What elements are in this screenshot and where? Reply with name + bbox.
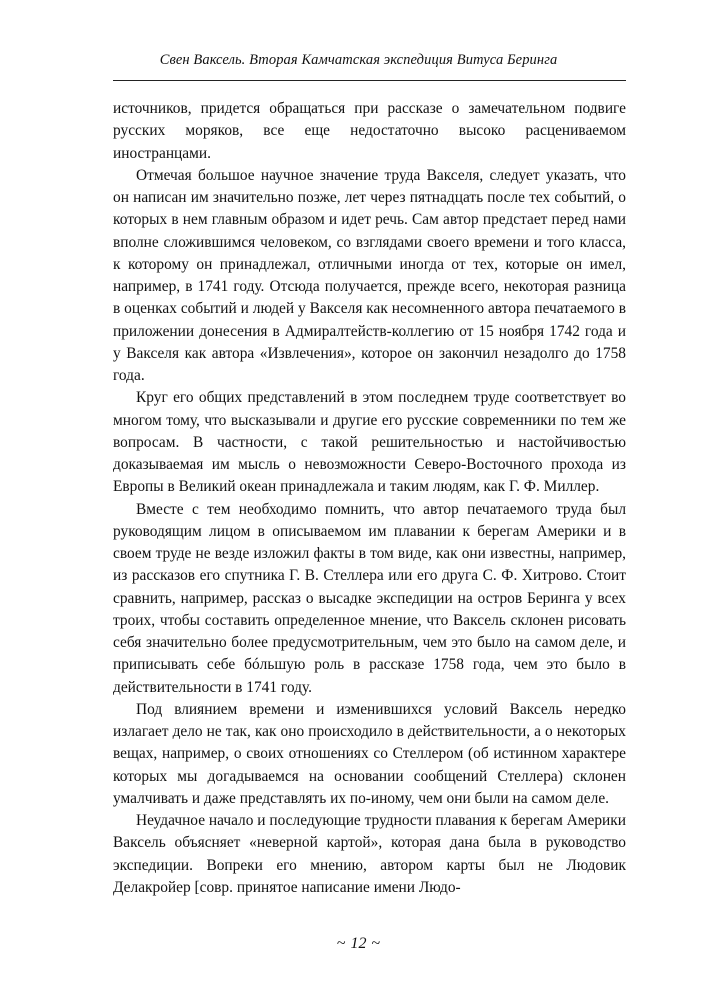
paragraph-3: Круг его общих представлений в этом последнем труде соответствует во многом тому, что высказывали и другие его русские современники по тем же вопросам. В частности, с такой решительностью и настойчивостью доказываемая им мысль о невозможности Северо-Восточного прохода из Европы в Великий океан принадлежала и таким людям, как Г. Ф. Миллер. (113, 389, 626, 496)
paragraph-5: Под влиянием времени и изменившихся условий Ваксель нередко излагает дело не так, как оно происходило в действительности, а о некоторых вещах, например, о своих отношениях со Стеллером (об истинном характере которых мы догадываемся на основании сообщений Стеллера) склонен умалчивать и даже представлять их по-иному, чем они были на самом деле. (113, 700, 626, 807)
paragraph-6: Неудачное начало и последующие трудности плавания к берегам Америки Ваксель объясняет «неверной картой», которая дана была в руководство экспедиции. Вопреки его мнению, автором карты был не Людовик Делакройер [совр. принятое написание имени Людо- (113, 812, 626, 896)
header-divider (113, 80, 626, 81)
running-head: Свен Ваксель. Вторая Камчатская экспедиция Витуса Беринга (159, 52, 558, 68)
paragraph-4: Вместе с тем необходимо помнить, что автор печатаемого труда был руководящим лицом в описываемом им плавании к берегам Америки и в своем труде не везде изложил факты в том виде, как они известны, например, из рассказов его спутника Г. В. Стеллера или его друга С. Ф. Хитрово. Стоит сравнить, например, рассказ о высадке экспедиции на остров Беринга у всех троих, чтобы составить определенное мнение, что Ваксель склонен рисовать себя значительно более предусмотрительным, чем это было на самом деле, и приписывать себе бóльшую роль в рассказе 1758 года, чем это было в действительности в 1741 году. (113, 500, 626, 696)
text-body (113, 98, 626, 899)
paragraph-1: источников, придется обращаться при рассказе о замечательном подвиге русских моряков, все еще недостаточно высоко расцениваемом иностранцами. (113, 100, 626, 162)
page-number-footer (0, 935, 717, 953)
page-number: 12 (350, 935, 367, 952)
paragraph-2: Отмечая большое научное значение труда Вакселя, следует указать, что он написан им значительно позже, лет через пятнадцать после тех событий, о которых в нем главным образом и идет речь. Сам автор предстает перед нами вполне сложившимся человеком, со взглядами своего времени и того класса, к которому он принадлежал, отличными иногда от тех, которые он имел, например, в 1741 году. Отсюда получается, прежде всего, некоторая разница в оценках событий и людей у Вакселя как несомненного автора печатаемого в приложении донесения в Адмиралтейств-коллегию от 15 ноября 1742 года и у Вакселя как автора «Извлечения», которое он закончил незадолго до 1758 года. (113, 166, 626, 384)
folio-ornament-right: ~ (371, 935, 381, 952)
folio-ornament-left: ~ (336, 935, 346, 952)
